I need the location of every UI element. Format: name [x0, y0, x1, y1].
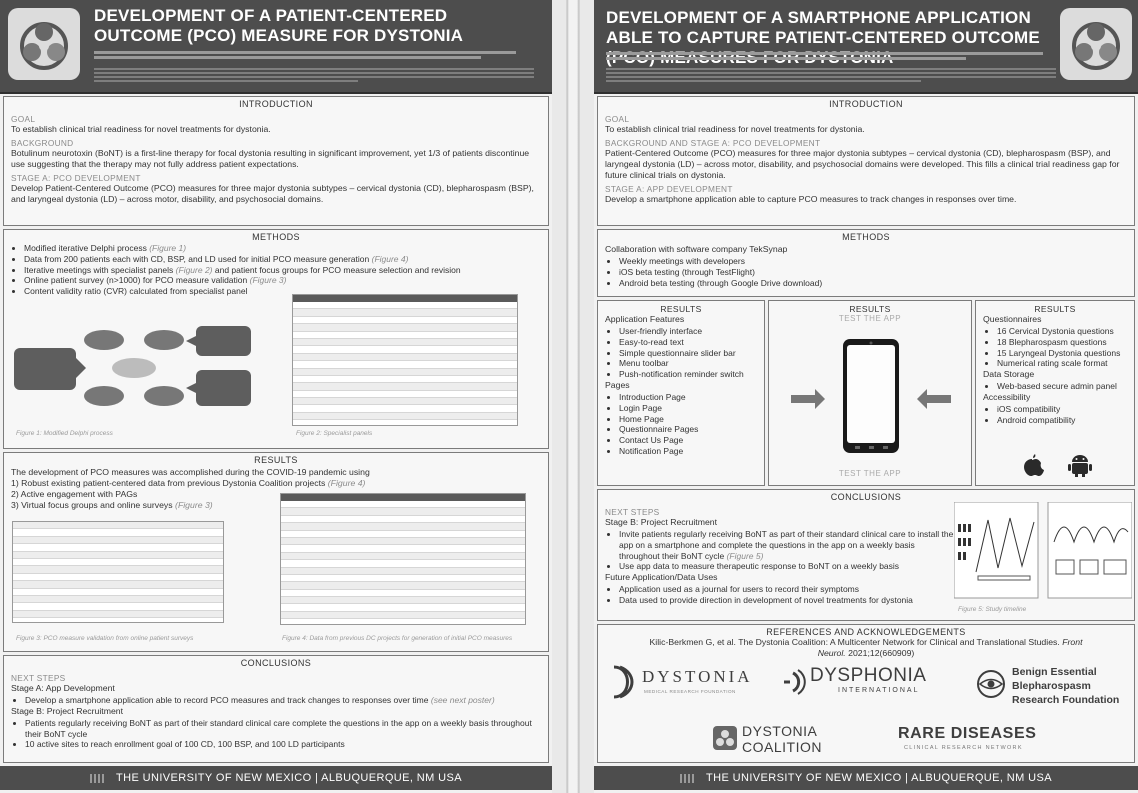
- methods-list: [605, 256, 1127, 288]
- list-item: • iOS compatibility: [997, 404, 1127, 415]
- background-label: BACKGROUND AND STAGE A: PCO DEVELOPMENT: [605, 138, 821, 148]
- list-item: • Contact Us Page: [619, 435, 757, 446]
- section-heading: METHODS: [842, 232, 890, 242]
- list-item: • 15 Laryngeal Dystonia questions: [997, 348, 1127, 359]
- dysphonia-mark-icon: [780, 669, 806, 695]
- section-heading: CONCLUSIONS: [830, 492, 902, 502]
- list-item: • 16 Cervical Dystonia questions: [997, 326, 1127, 337]
- platform-icons: [1020, 453, 1100, 477]
- arrow-right-icon: [791, 389, 825, 409]
- list-item: • 10 active sites to reach enrollment goal of 100 CD, 100 BSP, and 100 LD participants: [25, 739, 541, 750]
- stage-text: Develop a smartphone application able to capture PCO measures to track changes in responses over time.: [605, 194, 1017, 204]
- list-item: • 18 Blepharospasm questions: [997, 337, 1127, 348]
- left-header: [0, 0, 552, 94]
- results-app-section: [768, 300, 972, 486]
- list-item: • Android compatibility: [997, 415, 1127, 426]
- test-app-label: TEST THE APP: [838, 314, 902, 323]
- dystonia-mrf-mark-icon: [608, 665, 636, 699]
- figure-2-caption: Figure 2: Specialist panels: [296, 430, 373, 437]
- pages-list: [605, 392, 757, 457]
- section-heading: INTRODUCTION: [239, 99, 313, 109]
- next-steps-label: NEXT STEPS: [605, 507, 660, 517]
- background-text: Botulinum neurotoxin (BoNT) is a first-line therapy for focal dystonia resulting in significant improvement, yet 1/3 of patients discontinue use suggesting that the therapy may not fully address patient expectations.: [11, 148, 530, 169]
- right-authors: [606, 50, 1056, 64]
- future-uses-list: [605, 584, 955, 606]
- stage-b-list: [11, 718, 541, 750]
- bebrf-eye-icon: [976, 669, 1006, 699]
- methods-list: [10, 243, 548, 297]
- results-item: 2) Active engagement with PAGs: [11, 489, 138, 499]
- dystonia-coalition-logo: [1060, 8, 1132, 80]
- android-icon: [1068, 455, 1092, 477]
- stage-b-label: Stage B: Project Recruitment: [11, 705, 124, 716]
- right-introduction-section: [597, 96, 1135, 226]
- right-affiliations: [606, 66, 1056, 88]
- right-poster-title: DEVELOPMENT OF A SMARTPHONE APPLICATION ABLE TO CAPTURE PATIENT-CENTERED OUTCOME: [606, 8, 1040, 47]
- footer-text: THE UNIVERSITY OF NEW MEXICO | ALBUQUERQUE, NM USA: [116, 772, 462, 784]
- list-item: • User-friendly interface: [619, 326, 757, 337]
- data-storage-list: [983, 381, 1127, 392]
- list-item: • Patients regularly receiving BoNT as part of their standard clinical care complete the questions in the app on a weekly basis throughout their BoNT cycle: [25, 718, 541, 740]
- list-item: • Home Page: [619, 414, 757, 425]
- right-header: [594, 0, 1138, 94]
- list-item: • Easy-to-read text: [619, 337, 757, 348]
- list-item: • Notification Page: [619, 446, 757, 457]
- left-poster: [0, 0, 552, 793]
- left-authors: [94, 49, 534, 65]
- list-item: • iOS beta testing (through TestFlight): [619, 267, 1127, 278]
- next-steps-label: NEXT STEPS: [11, 673, 66, 683]
- prior-projects-table: [280, 493, 526, 625]
- list-item: • Introduction Page: [619, 392, 757, 403]
- features-label: Application Features: [605, 314, 685, 324]
- left-footer: [0, 766, 552, 790]
- stage-label: STAGE A: PCO DEVELOPMENT: [11, 173, 141, 183]
- rare-diseases-network-logo: RARE DISEASES CLINICAL RESEARCH NETWORK: [898, 725, 1037, 751]
- list-item: • Content validity ratio (CVR) calculated from specialist panel: [24, 286, 548, 297]
- list-item: • Questionnaire Pages: [619, 424, 757, 435]
- left-results-section: [3, 452, 549, 652]
- left-affiliations: [94, 66, 534, 88]
- stage-label: STAGE A: APP DEVELOPMENT: [605, 184, 733, 194]
- list-item: • Push-notification reminder switch: [619, 369, 757, 380]
- section-heading: RESULTS: [660, 304, 702, 314]
- left-conclusions-section: [3, 655, 549, 763]
- coalition-mark-icon: [712, 725, 738, 751]
- questionnaires-label: Questionnaires: [983, 314, 1042, 324]
- list-item: • Login Page: [619, 403, 757, 414]
- left-poster-title: DEVELOPMENT OF A PATIENT-CENTERED OUTCOME (PCO) MEASURE FOR DYSTONIA: [94, 6, 464, 45]
- accessibility-label: Accessibility: [983, 391, 1031, 402]
- list-item: • Menu toolbar: [619, 358, 757, 369]
- list-item: • Online patient survey (n>1000) for PCO measure validation (Figure 3): [24, 275, 548, 286]
- test-app-label-bottom: TEST THE APP: [838, 469, 902, 478]
- pages-label: Pages: [605, 379, 630, 390]
- goal-text: To establish clinical trial readiness for novel treatments for dystonia.: [605, 124, 865, 134]
- list-item: • Web-based secure admin panel: [997, 381, 1127, 392]
- questionnaires-list: [983, 326, 1127, 369]
- list-item: • Use app data to measure therapeutic response to BoNT on a weekly basis: [619, 561, 955, 572]
- list-item: • Develop a smartphone application able to record PCO measures and track changes to responses over time (see next poster): [25, 695, 541, 706]
- survey-validation-table: [12, 521, 224, 623]
- list-item: • Simple questionnaire slider bar: [619, 348, 757, 359]
- list-item: • Application used as a journal for users to record their symptoms: [619, 584, 955, 595]
- section-heading: RESULTS: [849, 304, 891, 314]
- section-heading: RESULTS: [1034, 304, 1076, 314]
- list-item: • Modified iterative Delphi process (Figure 1): [24, 243, 548, 254]
- list-item: • Invite patients regularly receiving BoNT as part of their standard clinical care to install the app on a smartphone and complete the questions in the app on a weekly basis throughout their BoNT cycle (Figure 5): [619, 529, 955, 561]
- goal-text: To establish clinical trial readiness for novel treatments for dystonia.: [11, 124, 271, 134]
- list-item: • Data from 200 patients each with CD, BSP, and LD used for initial PCO measure generation (Figure 4): [24, 254, 548, 265]
- list-item: • Android beta testing (through Google Drive download): [619, 278, 1127, 289]
- delphi-process-diagram: [14, 308, 254, 418]
- goal-label: GOAL: [605, 114, 630, 124]
- citation: Kilic-Berkmen G, et al. The Dystonia Coalition: A Multicenter Network for Clinical and Translational Studies. Front Neurol. 2021;12(660909): [649, 637, 1083, 658]
- specialist-panel-table: [292, 294, 518, 426]
- left-methods-section: [3, 229, 549, 449]
- figure-1-caption: Figure 1: Modified Delphi process: [16, 430, 113, 437]
- poster-divider: [552, 0, 594, 793]
- stage-text: Develop Patient-Centered Outcome (PCO) measures for three major dystonia subtypes – cervical dystonia (CD), blepharospasm (BSP), and laryngeal dystonia (LD) – across motor, disability, and psychosocial domains.: [11, 183, 534, 204]
- goal-label: GOAL: [11, 114, 36, 124]
- future-uses-label: Future Application/Data Uses: [605, 572, 718, 583]
- data-storage-label: Data Storage: [983, 369, 1035, 380]
- list-item: • Weekly meetings with developers: [619, 256, 1127, 267]
- left-introduction-section: [3, 96, 549, 226]
- smartphone-illustration: [789, 335, 953, 465]
- stage-a-label: Stage A: App Development: [11, 683, 115, 693]
- results-features-section: [597, 300, 765, 486]
- right-poster: [594, 0, 1138, 793]
- right-methods-section: [597, 229, 1135, 297]
- section-heading: RESULTS: [254, 455, 298, 465]
- accessibility-list: [983, 404, 1127, 426]
- bebrf-logo: Benign Essential Blepharospasm Research Foundation: [976, 665, 1135, 715]
- figure-5-caption: Figure 5: Study timeline: [958, 606, 1027, 613]
- dystonia-coalition-logo: DYSTONIA COALITION: [712, 723, 842, 759]
- background-label: BACKGROUND: [11, 138, 74, 148]
- list-item: • Iterative meetings with specialist panels (Figure 2) and patient focus groups for PCO measure selection and revision: [24, 265, 548, 276]
- list-item: • Numerical rating scale format: [997, 358, 1127, 369]
- figure-3-caption: Figure 3: PCO measure validation from online patient surveys: [16, 635, 194, 642]
- dysphonia-international-logo: DYSPHONIA INTERNATIONAL: [780, 665, 960, 701]
- dystonia-mrf-logo: DYSTONIA MEDICAL RESEARCH FOUNDATION: [608, 665, 778, 701]
- results-intro: The development of PCO measures was accomplished during the COVID-19 pandemic using: [11, 467, 370, 477]
- section-heading: REFERENCES AND ACKNOWLEDGEMENTS: [766, 627, 966, 637]
- stage-a-list: [11, 695, 541, 706]
- dystonia-coalition-logo: [8, 8, 80, 80]
- unm-logo-icon: [90, 774, 106, 783]
- results-item: 1) Robust existing patient-centered data from previous Dystonia Coalition projects (Figure 4): [11, 478, 366, 488]
- stage-b-label: Stage B: Project Recruitment: [605, 517, 718, 527]
- background-text: Patient-Centered Outcome (PCO) measures for three major dystonia subtypes – cervical dystonia (CD), blepharospasm (BSP), and laryngeal dystonia (LD) – across motor, disability, and psychosocial domains were developed. This fills a clinical trial readiness gap for future clinical trials on dystonia.: [605, 148, 1120, 180]
- section-heading: INTRODUCTION: [829, 99, 903, 109]
- right-conclusions-section: [597, 489, 1135, 621]
- results-specs-section: [975, 300, 1135, 486]
- results-item: 3) Virtual focus groups and online surveys (Figure 3): [11, 500, 213, 510]
- right-footer: [594, 766, 1138, 790]
- list-item: • Data used to provide direction in development of novel treatments for dystonia: [619, 595, 955, 606]
- section-heading: METHODS: [252, 232, 300, 242]
- study-timeline-figure: [954, 502, 1132, 606]
- figure-4-caption: Figure 4: Data from previous DC projects for generation of initial PCO measures: [282, 635, 513, 642]
- apple-icon: [1024, 454, 1044, 476]
- arrow-left-icon: [917, 389, 951, 409]
- references-section: [597, 624, 1135, 763]
- methods-lead: Collaboration with software company TekSynap: [605, 244, 788, 254]
- section-heading: CONCLUSIONS: [240, 658, 312, 668]
- stage-b-list: [605, 529, 955, 572]
- features-list: [605, 326, 757, 380]
- unm-logo-icon: [680, 774, 696, 783]
- footer-text: THE UNIVERSITY OF NEW MEXICO | ALBUQUERQUE, NM USA: [706, 772, 1052, 784]
